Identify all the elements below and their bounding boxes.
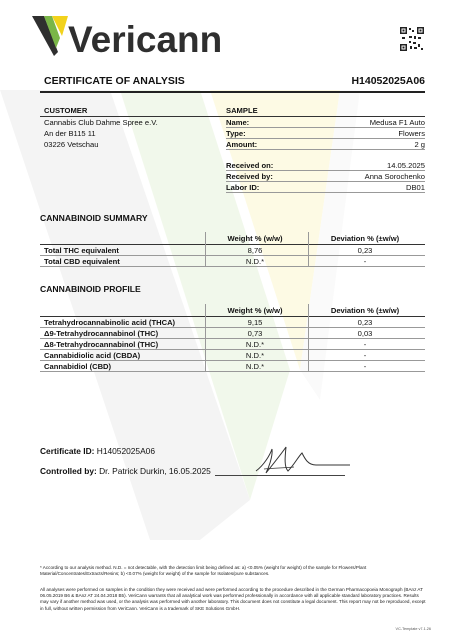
row-divider: [40, 360, 425, 361]
profile-title: CANNABINOID PROFILE: [40, 284, 141, 294]
row-divider: [226, 181, 425, 182]
summary-row-weight: N.D.*: [245, 257, 265, 266]
profile-col-weight: Weight % (w/w): [227, 306, 283, 315]
profile-row-name: Δ9-Tetrahydrocannabinol (THC): [44, 329, 159, 338]
received-on-value: 14.05.2025: [386, 161, 425, 170]
signature: [250, 435, 355, 480]
profile-row-name: Cannabidiol (CBD): [44, 362, 112, 371]
summary-col-weight: Weight % (w/w): [227, 234, 283, 243]
profile-row-weight: N.D.*: [245, 340, 265, 349]
sample-amount-label: Amount:: [226, 140, 258, 149]
profile-row-name: Tetrahydrocannabinolic acid (THCA): [44, 318, 176, 327]
row-divider: [40, 255, 425, 256]
customer-city: 03226 Vetschau: [44, 140, 99, 149]
profile-row-name: Cannabidiolic acid (CBDA): [44, 351, 141, 360]
row-divider: [226, 149, 425, 150]
profile-header-divider: [40, 316, 425, 317]
received-on-label: Received on:: [226, 161, 274, 170]
sample-amount-value: 2 g: [414, 140, 425, 149]
controlled-by: [40, 466, 211, 476]
sample-name-label: Name:: [226, 118, 250, 127]
row-divider: [226, 127, 425, 128]
summary-row-deviation: -: [363, 257, 367, 266]
header-divider: [40, 91, 425, 93]
profile-row-name: Δ8-Tetrahydrocannabinol (THC): [44, 340, 159, 349]
sample-label: SAMPLE: [226, 106, 258, 115]
template-version: VC-Template v7.1.26: [395, 627, 431, 631]
summary-row-deviation: 0,23: [357, 246, 373, 255]
certificate-id-value: H14052025A06: [96, 446, 155, 456]
sample-type-value: Flowers: [398, 129, 425, 138]
certificate-number: H14052025A06: [351, 75, 425, 87]
footnote-detection: * According to our analysis method. N.D. = not detectable, with the detection limit being defined as: a) <0.05% (weight for weight) of the sample for Flowers/Plant Material/Concentrates/Extracts/Resins; b) <0.07% (weight for weight) of the sample for Isolates/pure substances.: [40, 565, 367, 577]
column-divider: [308, 232, 309, 266]
profile-row-weight: 0,73: [247, 329, 263, 338]
sample-name-value: Medusa F1 Auto: [369, 118, 425, 127]
certificate-id: [40, 446, 155, 456]
row-divider: [40, 327, 425, 328]
received-by-label: Received by:: [226, 172, 273, 181]
certificate-title: CERTIFICATE OF ANALYSIS: [44, 75, 185, 87]
summary-row-weight: 8,76: [247, 246, 263, 255]
labor-id-value: DB01: [406, 183, 425, 192]
profile-row-deviation: -: [363, 351, 367, 360]
summary-row-name: Total THC equivalent: [44, 246, 119, 255]
summary-row-name: Total CBD equivalent: [44, 257, 120, 266]
labor-id-label: Labor ID:: [226, 183, 260, 192]
certificate-id-label: Certificate ID:: [40, 446, 95, 456]
customer-name: Cannabis Club Dahme Spree e.V.: [44, 118, 158, 127]
vericann-logo: [32, 14, 232, 58]
customer-sample-divider: [40, 116, 425, 117]
profile-row-weight: 9,15: [247, 318, 263, 327]
profile-row-weight: N.D.*: [245, 362, 265, 371]
controlled-by-value: Dr. Patrick Durkin, 16.05.2025: [99, 466, 211, 476]
received-by-value: Anna Sorochenko: [364, 172, 425, 181]
profile-row-weight: N.D.*: [245, 351, 265, 360]
footnote-disclaimer: All analyses were performed on samples in the condition they were received and were performed according to the procedure described in the German Pharmacopoeia Monograph (BAnz AT 06.05.2019 B6 & BAnz AT 24.04.2018 B5). VeriCann warrants that all analytical work was performed professionally in accordance with all applicable standard laboratory practices. Results may vary if another method was used, or the analysis was performed with another laboratory. This document does not constitute a legal document. This report may not be reproduced, except in full, without written permission from VeriCann. VeriCann is a trademark of SKE Solutions GmbH.: [40, 587, 426, 611]
customer-label: CUSTOMER: [44, 106, 88, 115]
row-divider: [226, 138, 425, 139]
qr-code[interactable]: [400, 27, 424, 51]
profile-row-deviation: 0,23: [357, 318, 373, 327]
row-divider: [226, 192, 425, 193]
row-divider: [226, 170, 425, 171]
row-divider: [40, 266, 425, 267]
profile-row-deviation: 0,03: [357, 329, 373, 338]
profile-row-deviation: -: [363, 362, 367, 371]
sample-type-label: Type:: [226, 129, 246, 138]
summary-header-divider: [40, 244, 425, 245]
profile-row-deviation: -: [363, 340, 367, 349]
row-divider: [40, 338, 425, 339]
row-divider: [40, 371, 425, 372]
controlled-by-label: Controlled by:: [40, 466, 97, 476]
summary-col-deviation: Deviation % (±w/w): [330, 234, 400, 243]
row-divider: [40, 349, 425, 350]
summary-title: CANNABINOID SUMMARY: [40, 213, 148, 223]
profile-col-deviation: Deviation % (±w/w): [330, 306, 400, 315]
brand-name: Vericann: [68, 19, 223, 58]
customer-street: An der B115 11: [44, 129, 96, 138]
